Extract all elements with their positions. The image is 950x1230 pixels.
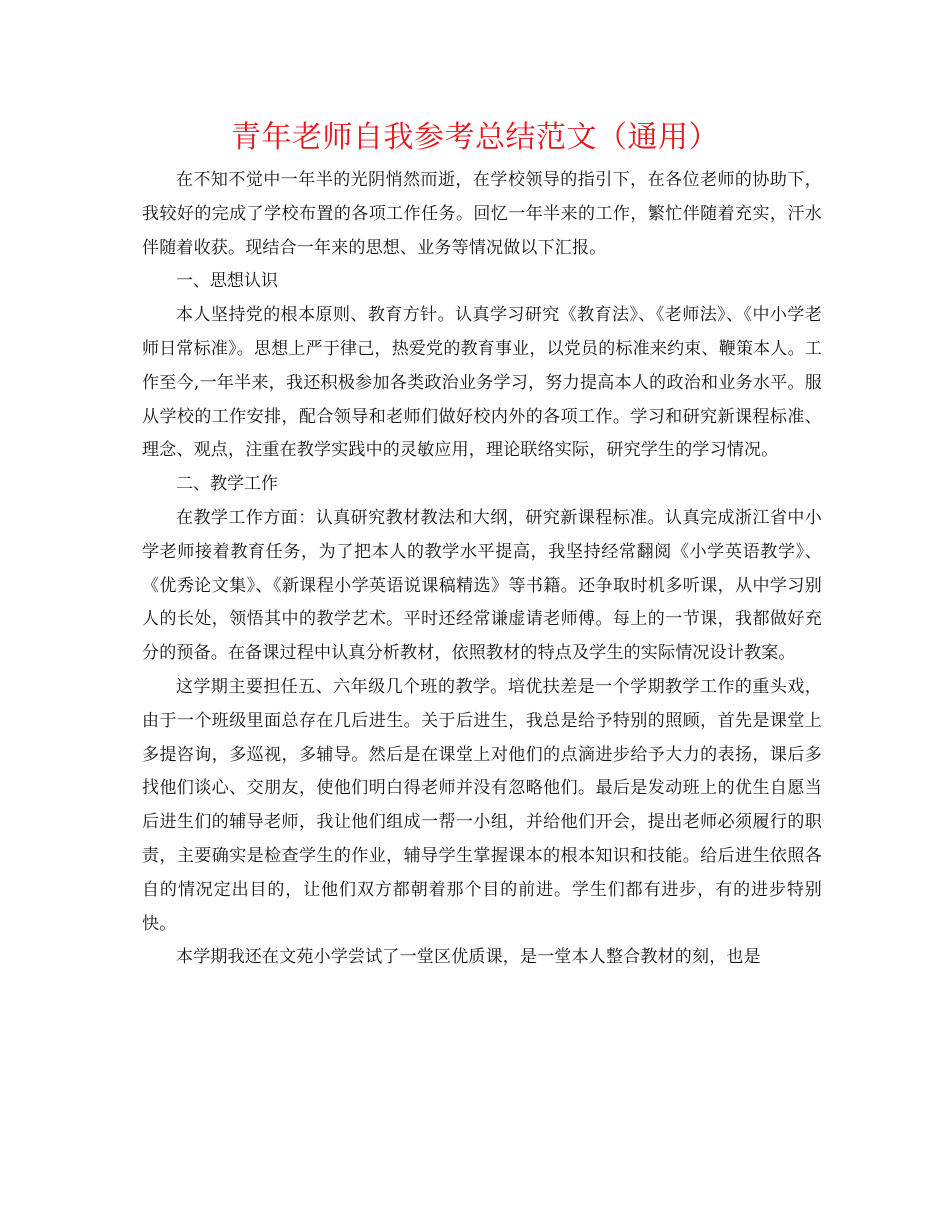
document-body [142, 164, 822, 975]
paragraph-intro: 在不知不觉中一年半的光阴悄然而逝，在学校领导的指引下，在各位老师的协助下，我较好的完成了学校布置的各项工作任务。回忆一年半来的工作，繁忙伴随着充实，汗水伴随着收获。现结合一年来的思想、业务等情况做以下汇报。 [142, 170, 822, 258]
paragraph-ideology: 本人坚持党的根本原则、教育方针。认真学习研究《教育法》、《老师法》、《中小学老师日常标准》。思想上严于律己，热爱党的教育事业，以党员的标准来约束、鞭策本人。工作至今,一年半来，我还积极参加各类政治业务学习，努力提高本人的政治和业务水平。服从学校的工作安排，配合领导和老师们做好校内外的各项工作。学习和研究新课程标准、理念、观点，注重在教学实践中的灵敏应用，理论联络实际，研究学生的学习情况。 [142, 305, 822, 461]
section-heading-teaching: 二、教学工作 [176, 474, 278, 495]
paragraph-demo-lesson: 本学期我还在文苑小学尝试了一堂区优质课，是一堂本人整合教材的刻，也是 [176, 947, 761, 968]
paragraph-student-support: 这学期主要担任五、六年级几个班的教学。培优扶差是一个学期教学工作的重头戏，由于一个班级里面总存在几后进生。关于后进生，我总是给予特别的照顾，首先是课堂上多提咨询，多巡视，多辅导。然后是在课堂上对他们的点滴进步给予大力的表扬，课后多找他们谈心、交朋友，使他们明白得老师并没有忽略他们。最后是发动班上的优生自愿当后进生们的辅导老师，我让他们组成一帮一小组，并给他们开会，提出老师必须履行的职责，主要确实是检查学生的作业，辅导学生掌握课本的根本知识和技能。给后进生依照各自的情况定出目的，让他们双方都朝着那个目的前进。学生们都有进步，有的进步特别快。 [142, 676, 822, 934]
document-title: 青年老师自我参考总结范文（通用） [231, 120, 719, 155]
paragraph-teaching-methods: 在教学工作方面：认真研究教材教法和大纲，研究新课程标准。认真完成浙江省中小学老师接着教育任务，为了把本人的教学水平提高，我坚持经常翻阅《小学英语教学》、《优秀论文集》、《新课程小学英语说课稿精选》等书籍。还争取时机多听课，从中学习别人的长处，领悟其中的教学艺术。平时还经常谦虚请老师傅。每上的一节课，我都做好充分的预备。在备课过程中认真分析教材，依照教材的特点及学生的实际情况设计教案。 [142, 507, 822, 664]
section-heading-ideology: 一、思想认识 [176, 271, 278, 292]
